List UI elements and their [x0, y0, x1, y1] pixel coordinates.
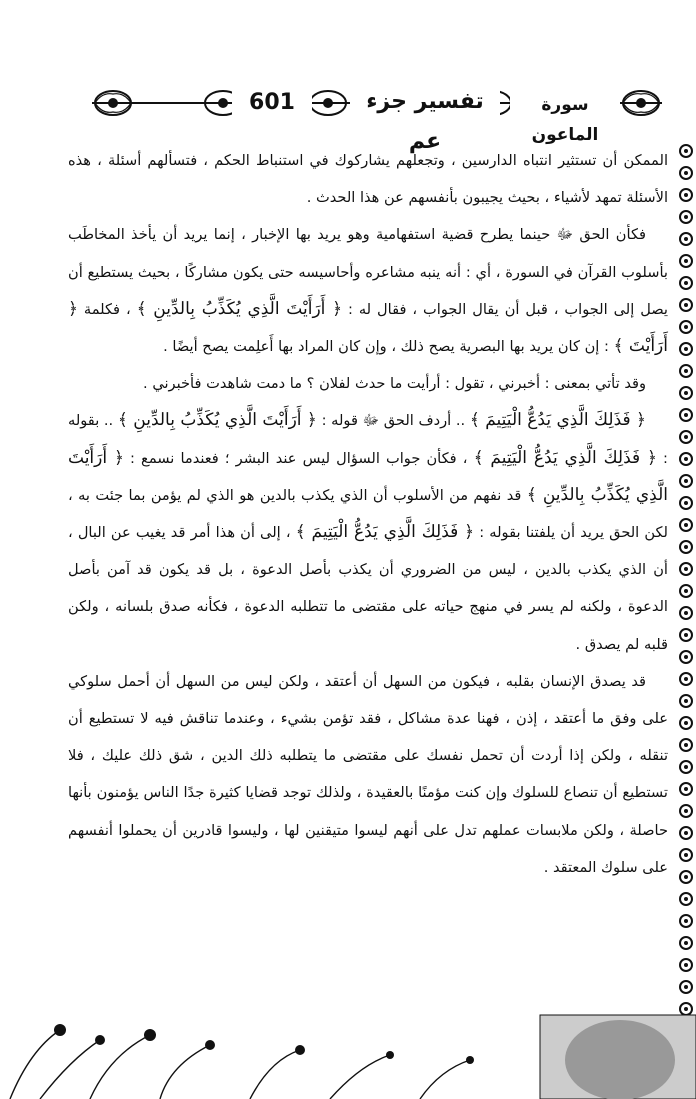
page-number: 601 [232, 88, 312, 118]
quran-verse: ﴿ أَرَأَيْتَ الَّذِي يُكَذِّبُ بِالدِّينِ ﴾ [117, 410, 317, 431]
page-body [68, 142, 668, 886]
paragraph-text: وقد تأتي بمعنى : أخبرني ، تقول : أرأيت ما حدث لفلان ؟ ما دمت شاهدت فأخبرني . [143, 375, 646, 393]
quran-verse: ﴿ أَرَأَيْتَ الَّذِي يُكَذِّبُ بِالدِّينِ ﴾ [136, 298, 343, 319]
floral-illustration [0, 1010, 696, 1099]
quran-verse: ﴿ أَرَأَيْتَ ﴾ [68, 298, 668, 357]
floral-ornament-icon [92, 86, 134, 120]
paragraph [68, 216, 668, 365]
paragraph-text: قد نفهم من الأسلوب أن الذي يكذب بالدين هو الذي لم يؤمن بما جئت به ، لكن الحق يريد أن يلفتنا بقوله : [68, 486, 668, 542]
decorative-side-border [676, 140, 696, 1020]
paragraph-text: ، فكأن جواب السؤال ليس عند البشر ؛ فعندما نسمع : [123, 449, 474, 467]
paragraph [68, 663, 668, 886]
paragraph-text: ، فكلمة [77, 300, 137, 318]
paragraph-text: قد يصدق الإنسان بقلبه ، فيكون من السهل أن أعتقد ، ولكن ليس من السهل أن أحمل سلوكي على وفق ما أعتقد ، إذن ، فهنا عدة مشاكل ، فقد تؤمن بشيء ، وعندما تناقش فيه لا تستطيع أن تنقله ، ولكن إذا أردت أن تحمل نفسك على مقتضى ما يتطلبه ذلك الدين ، شق ذلك عليك ، فلا تستطيع أن تنصاع للسلوك وإن كنت مؤمنًا بالعقيدة ، ولذلك توجد قضايا كثيرة جدًا الناس يؤمنون بأنها حاصلة ، ولكن ملابسات عملهم تدل على أنهم ليسوا متيقنين لها ، وليسوا قادرين أن يحملوا أنفسهم على سلوك المعتقد . [68, 672, 668, 876]
paragraph-text: ، إلى أن هذا أمر قد يغيب عن البال ، أن الذي يكذب بالدين ، ليس من الضروري أن يكذب بأصل الدعوة ، بل قد يكون قد آمن بأصل الدعوة ، ولكنه لم يسر في منهج حياته على مقتضى ما تتطلبه الدعوة ، فكأنه صدق بلسانه ، ولكن قلبه لم يصدق . [68, 524, 668, 653]
page-header [92, 82, 662, 154]
paragraph [68, 402, 668, 662]
book-title-word: عم [408, 129, 442, 154]
floral-ornament-icon [307, 86, 349, 120]
paragraph-text: .. أردف الحق ﷻ قوله : [316, 412, 470, 430]
paragraph [68, 365, 668, 402]
quran-verse: ﴿ فَذَلِكَ الَّذِي يَدُعُّ الْيَتِيمَ ﴾ [473, 447, 657, 468]
paragraph-text: : إن كان يريد بها البصرية يصح ذلك ، وإن كان المراد بها أَعلِمت يصح أيضًا . [163, 338, 614, 356]
quran-verse: ﴿ فَذَلِكَ الَّذِي يَدُعُّ الْيَتِيمَ ﴾ [295, 522, 475, 543]
surah-name: سورة الماعون [510, 90, 620, 120]
quran-verse: ﴿ أَرَأَيْتَ الَّذِي يُكَذِّبُ بِالدِّينِ ﴾ [68, 447, 668, 505]
paragraph-text: فكأن الحق ﷻ حينما يطرح قضية استفهامية وهو يريد بها الإخبار ، إنما يريد أن يأخذ المخاطَب بأسلوب القرآن في السورة ، أي : أنه ينبه مشاعره وأحاسيسه حتى يكون مشاركًا ، بحيث يستطيع أن يصل إلى الجواب ، قبل أن يقال الجواب ، فقال له : [68, 226, 668, 318]
paragraph [68, 142, 668, 216]
floral-ornament-icon [620, 86, 662, 120]
quran-verse: ﴿ فَذَلِكَ الَّذِي يَدُعُّ الْيَتِيمَ ﴾ [469, 410, 647, 431]
paragraph-text: .. بقوله : [68, 412, 668, 467]
paragraph-text: الممكن أن تستثير انتباه الدارسين ، وتجعلهم يشاركوك في استنباط الحكم ، فتسألهم أسئلة ، هذه الأسئلة تمهد لأشياء ، بحيث يجيبون بأنفسهم عن هذا الحدث . [68, 152, 668, 207]
book-title-prefix: تفسير جزء [366, 89, 484, 114]
book-title [350, 82, 500, 154]
